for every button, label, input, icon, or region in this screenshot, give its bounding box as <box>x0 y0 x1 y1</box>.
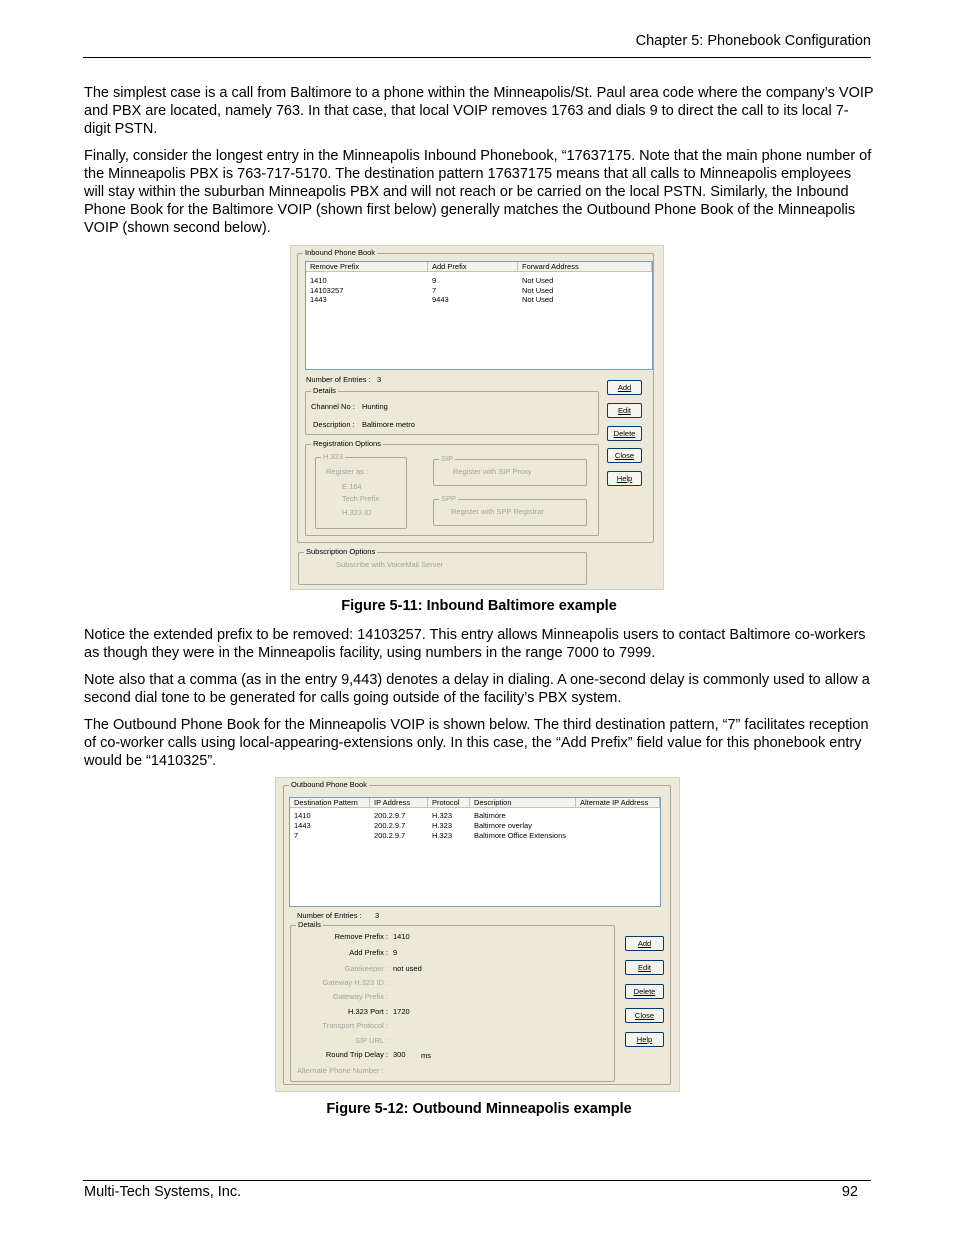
close-button-label: Close <box>634 1011 655 1020</box>
gatekeeper-value: not used <box>393 964 422 973</box>
delete-button[interactable] <box>607 426 642 441</box>
group-title: Details <box>298 920 321 929</box>
entries-value: 3 <box>377 375 382 384</box>
description-label: Description : <box>313 420 355 429</box>
table-cell: H.323 <box>432 811 453 820</box>
table-cell: 1443 <box>310 295 327 304</box>
table-cell: H.323 <box>432 831 453 840</box>
round-trip-delay-value: 300 <box>393 1050 406 1059</box>
h323-port-value: 1720 <box>393 1007 410 1016</box>
figure-caption-5-11: Figure 5-11: Inbound Baltimore example <box>341 598 617 614</box>
round-trip-delay-unit: ms <box>421 1051 431 1060</box>
table-cell: Baltimore Office Extensions <box>474 831 566 840</box>
group-title: SPP <box>441 494 457 503</box>
inbound-entries-list[interactable] <box>305 261 653 370</box>
table-cell: 14103257 <box>310 286 344 295</box>
sip-register-checkbox[interactable]: Register with SIP Proxy <box>453 467 532 476</box>
group-title: Outbound Phone Book <box>291 780 367 789</box>
voicemail-subscribe-checkbox[interactable]: Subscribe with VoiceMail Server <box>336 560 444 569</box>
column-header[interactable]: IP Address <box>370 798 428 808</box>
column-header[interactable]: Alternate IP Address <box>576 798 660 808</box>
help-button-label: Help <box>616 474 633 483</box>
group-title: Details <box>313 386 336 395</box>
close-button-label: Close <box>614 451 635 460</box>
remove-prefix-value: 1410 <box>393 932 410 941</box>
outbound-phonebook-dialog <box>275 777 680 1092</box>
column-header[interactable]: Add Prefix <box>428 262 518 272</box>
spp-register-checkbox[interactable]: Register with SPP Registrar <box>451 507 544 516</box>
table-cell: 200.2.9.7 <box>374 831 406 840</box>
table-cell: H.323 <box>432 821 453 830</box>
channel-label: Channel No : <box>311 402 355 411</box>
table-cell: 9 <box>432 276 437 285</box>
transport-protocol-label: Transport Protocol : <box>322 1021 388 1030</box>
delete-button-label: Delete <box>613 429 636 438</box>
table-cell: 7 <box>294 831 299 840</box>
chapter-header: Chapter 5: Phonebook Configuration <box>635 33 871 49</box>
table-cell: Not Used <box>522 276 554 285</box>
table-cell: 1410 <box>310 276 327 285</box>
channel-value: Hunting <box>362 402 388 411</box>
close-button[interactable] <box>607 448 642 463</box>
delete-button[interactable] <box>625 984 664 999</box>
paragraph-3: Notice the extended prefix to be removed: 14103257. This entry allows Minneapolis users to contact Baltimore co-workers as though they were in the Minneapolis facility, using numbers in the range 7000 to 7999. <box>84 627 866 661</box>
delete-button-label: Delete <box>633 987 656 996</box>
outbound-entries-list[interactable] <box>289 797 661 907</box>
table-cell: 1443 <box>294 821 311 830</box>
table-cell: 1410 <box>294 811 311 820</box>
add-prefix-label: Add Prefix : <box>349 948 388 957</box>
table-cell: 9443 <box>432 295 449 304</box>
group-title: SIP <box>441 454 454 463</box>
gateway-prefix-label: Gateway Prefix : <box>332 992 388 1001</box>
gatekeeper-label: Gatekeeper : <box>344 964 388 973</box>
alternate-phone-number-label: Alternate Phone Number : <box>297 1066 384 1075</box>
entries-label: Number of Entries : <box>297 911 362 920</box>
column-header[interactable]: Forward Address <box>518 262 652 272</box>
table-cell: Baltimore overlay <box>474 821 532 830</box>
h323-port-label: H.323 Port : <box>347 1007 388 1016</box>
edit-button[interactable] <box>607 403 642 418</box>
add-button[interactable] <box>607 380 642 395</box>
edit-button[interactable] <box>625 960 664 975</box>
entries-value: 3 <box>375 911 380 920</box>
column-header[interactable]: Protocol <box>428 798 470 808</box>
footer-company: Multi-Tech Systems, Inc. <box>84 1184 242 1200</box>
paragraph-5: The Outbound Phone Book for the Minneapolis VOIP is shown below. The third destination pattern, “7” facilitates reception of co-worker calls using local-appearing-extensions only. In this case, the “Add Prefix” field value for this phonebook entry would be “1410325”. <box>84 717 869 769</box>
group-title: Inbound Phone Book <box>305 248 376 257</box>
table-cell: 7 <box>432 286 437 295</box>
group-title: Registration Options <box>313 439 381 448</box>
remove-prefix-label: Remove Prefix : <box>334 932 388 941</box>
column-header[interactable]: Destination Pattern <box>290 798 370 808</box>
add-prefix-value: 9 <box>393 948 398 957</box>
group-title: H.323 <box>323 452 344 461</box>
inbound-phonebook-dialog <box>290 245 664 590</box>
figure-caption-5-12: Figure 5-12: Outbound Minneapolis example <box>326 1101 632 1117</box>
paragraph-2: Finally, consider the longest entry in the Minneapolis Inbound Phonebook, “17637175. Note that the main phone number of the Minneapolis PBX is 763-717-5170. The destination pattern 17637175 means that all calls to Minneapolis employees will stay within the suburban Minneapolis PBX and will not reach or be carried on the local PSTN. Similarly, the Inbound Phone Book for the Baltimore VOIP (shown first below) generally matches the Outbound Phone Book of the Minneapolis VOIP (shown second below). <box>84 148 872 236</box>
table-cell: 200.2.9.7 <box>374 821 406 830</box>
help-button-label: Help <box>636 1035 653 1044</box>
table-cell: Not Used <box>522 295 554 304</box>
h323-id-option: H.323 ID <box>342 508 372 517</box>
tech-prefix-option: Tech Prefix <box>342 494 380 503</box>
column-header[interactable]: Description <box>470 798 576 808</box>
group-title: Subscription Options <box>306 547 376 556</box>
help-button[interactable] <box>625 1032 664 1047</box>
edit-button-label: Edit <box>618 406 631 415</box>
gateway-h323-id-label: Gateway H.323 ID : <box>322 978 388 987</box>
table-cell: 200.2.9.7 <box>374 811 406 820</box>
round-trip-delay-label: Round Trip Delay : <box>325 1050 388 1059</box>
header-rule <box>83 57 871 58</box>
footer-rule <box>83 1180 871 1181</box>
paragraph-4: Note also that a comma (as in the entry 9,443) denotes a delay in dialing. A one-second delay is commonly used to allow a second dial tone to be generated for calls going outside of the facility’s PBX system. <box>84 672 870 706</box>
table-cell: Not Used <box>522 286 554 295</box>
description-value: Baltimore metro <box>362 420 415 429</box>
add-button-label: Add <box>637 939 652 948</box>
e164-option: E.164 <box>342 482 362 491</box>
table-cell: Baltimore <box>474 811 506 820</box>
add-button[interactable] <box>625 936 664 951</box>
sip-url-label: SIP URL : <box>355 1036 388 1045</box>
entries-label: Number of Entries : <box>306 375 371 384</box>
page-number: 92 <box>841 1184 858 1200</box>
register-as-label: Register as : <box>326 467 369 476</box>
paragraph-1: The simplest case is a call from Baltimore to a phone within the Minneapolis/St. Paul area code where the company’s VOIP and PBX are located, namely 763. In that case, that local VOIP removes 1763 and dials 9 to direct the call to its local 7-digit PSTN. <box>84 85 874 137</box>
edit-button-label: Edit <box>638 963 651 972</box>
column-header[interactable]: Remove Prefix <box>306 262 428 272</box>
add-button-label: Add <box>617 383 632 392</box>
help-button[interactable] <box>607 471 642 486</box>
close-button[interactable] <box>625 1008 664 1023</box>
